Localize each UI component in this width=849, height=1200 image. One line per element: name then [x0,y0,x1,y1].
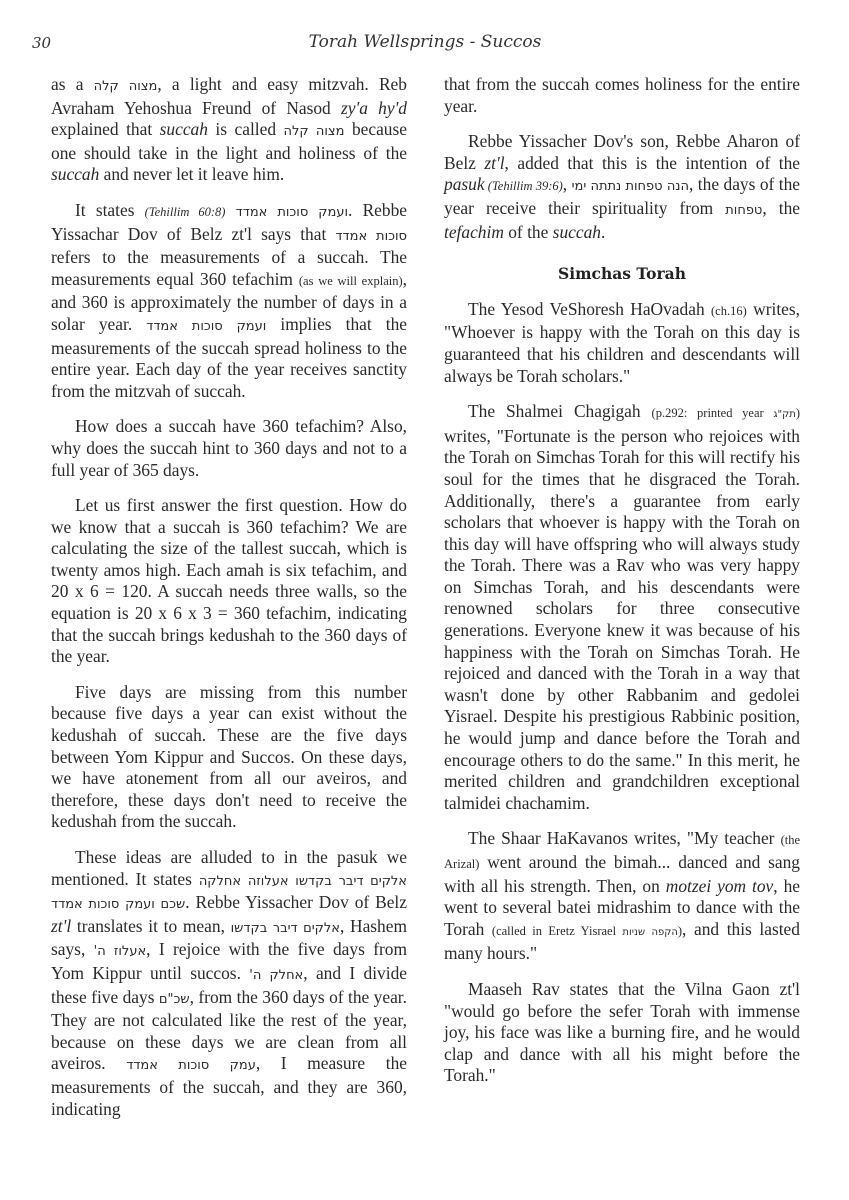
text: . Rebbe Yissachar Dov of Belz zt'l says that [51,199,407,244]
text: writes, "Whoever is happy with the Torah on this day is guaranteed that his children and descendants will always be Torah scholars." [444,298,800,386]
parenthetical-note [492,924,682,938]
page-header [30,28,820,58]
hebrew-text: אעלוז ה' [93,944,147,960]
text: The Shaar HaKavanos writes, "My teacher [468,828,781,849]
italic-text: succah [51,164,100,185]
hebrew-text: הנה טפחות נתתה ימי [571,179,690,195]
text: , he went to several batei midrashim to dance with the Torah [444,875,800,939]
italic-text: motzei yom tov [665,875,774,896]
hebrew-text: ועמק סוכות אמדד [146,318,267,334]
hebrew-text: תק"ג [773,409,796,421]
running-title: Torah Wellsprings - Succos [308,32,542,52]
text: , [562,174,572,195]
text: writes, "Fortunate is the person who rejoices with the Torah on Simchas Torah for this will rectify his soul for the times that he disgraced the Torah. Additionally, there's a guarantee from early scholars that whoever is happy with the Torah on this day will have offspring who will always study the Torah. There was a Rav who was very happy on Simchas Torah, and his descendants were renowned scholars for three consecutive generations. Everyone knew it was because of his happiness with the Torah on Simchas Torah. He rejoiced and danced with the Torah in a way that wasn't done by other Rabbanim and gedolei Yisrael. Despite his prestigious Rabbinic position, he would jump and dance before the Torah and encourage others to do the same." In this merit, he merited children and grandchildren exceptional talmidei chachamim. [444,425,800,813]
source-citation: (Tehillim 60:8) [144,204,226,219]
text: , the days of the year receive their spirituality from [444,174,800,218]
text: of the [503,221,553,242]
text: and never let it leave him. [99,164,285,185]
paragraph [51,200,407,402]
text: , a light and easy mitzvah. Reb Avraham Yehoshua Freund of Nasod [51,74,407,118]
text: refers to the measurements of a succah. The measurements equal 360 tefachim [51,247,407,289]
left-column [51,74,407,1134]
text: because one should take in the light and holiness of the [51,119,407,163]
paragraph: How does a succah have 360 tefachim? Also, why does the succah hint to 360 days and not to a full year of 365 days. [51,416,407,480]
hebrew-text: הקפה שניות [622,926,678,938]
text: . Rebbe Yissacher Dov of Belz [185,892,407,913]
parenthetical-note: (as we will explain) [298,273,403,288]
hebrew-text: אלקים דיבר בקדשו אעלוזה אחלקה שכם ועמק סוכות אמדד [51,873,407,913]
paragraph [444,828,800,965]
text: Rebbe Yissacher Dov's son, Rebbe Aharon of Belz [444,131,800,173]
hebrew-text: סוכות אמדד [335,228,407,244]
text: (p.292: printed year [651,406,774,421]
text: explained that [51,119,160,140]
section-heading: Simchas Torah [558,264,686,284]
text: (called in Eretz Yisrael [491,923,623,938]
hebrew-text: שכ"ם [158,991,190,1007]
paragraph: Five days are missing from this number because five days a year can exist without the kedushah of succah. These are the five days between Yom Kippur and Succos. On these days, we have atonement from all our aveiros, and therefore, these days don't need to receive the kedushah from the succah. [51,681,407,832]
paragraph [51,847,407,1120]
paragraph: Maaseh Rav states that the Vilna Gaon zt'l "would go before the sefer Torah with immense joy, his face was like a burning fire, and he would clap and dance with all his might before the Torah." [444,978,800,1086]
text: , I rejoice with the five days from Yom Kippur until succos. [51,939,408,983]
hebrew-text: אלקים דיבר בקדשו [230,920,340,936]
text: These ideas are alluded to in the pasuk we mentioned. It states [51,847,407,889]
hebrew-text: אחלק ה' [249,967,304,983]
paragraph: Let us first answer the first question. How do we know that a succah is 360 tefachim? We are calculating the size of the tallest succah, which is twenty amos high. Each amah is six tefachim, and 20 x 6 = 120. A succah needs three walls, so the equation is 20 x 6 x 3 = 360 tefachim, indicating that the succah brings kedushah to the 360 days of the year. [51,495,407,667]
italic-text: zy'a hy'd [341,97,407,118]
text: The Yesod VeShoresh HaOvadah [468,298,712,319]
italic-text: succah [552,221,601,242]
italic-text: tefachim [444,221,504,242]
italic-text: succah [159,119,208,140]
source-citation [652,406,800,420]
hebrew-text: מצוה קלה [283,124,345,140]
paragraph [444,401,800,814]
paragraph: that from the succah comes holiness for the entire year. [444,74,800,116]
text: , Hashem says, [51,915,407,960]
hebrew-text: עמק סוכות אמדד [126,1058,256,1074]
text: , and this lasted many hours." [444,918,800,964]
hebrew-text: מצוה קלה [93,79,158,94]
text: is called [207,119,284,140]
text: went around the bimah... danced and sang with all his strength. Then, on [444,852,800,896]
text: ) [677,923,683,938]
hebrew-text: טפחות [725,202,763,218]
text: , the [762,197,800,218]
paragraph [444,299,800,387]
text: ) [795,406,800,421]
paragraph [51,74,407,186]
text: . [600,221,606,242]
text: , and 360 is approximately the number of days in a solar year. [51,268,407,334]
italic-text: zt'l [484,152,505,173]
hebrew-text: ועמק סוכות אמדד [235,204,349,220]
text: , and I divide these five days [51,962,408,1007]
text: , added that this is the intention of the [504,152,801,173]
parenthetical-note: (the Arizal) [444,833,800,871]
text: translates it to mean, [71,915,231,936]
page-number: 30 [32,34,52,52]
text: The Shalmei Chagigah [468,401,652,422]
text: , from the 360 days of the year. They are not calculated like the rest of the year, because on these days we are clean from all aveiros. [51,986,407,1074]
text: as a [51,74,94,94]
paragraph [444,131,800,243]
source-citation: (Tehillim 39:6) [484,179,563,194]
italic-text: zt'l [51,915,72,936]
text: It states [75,199,145,220]
right-column [444,74,800,1101]
italic-text: pasuk [444,174,485,195]
text: implies that the measurements of the succah spread holiness to the entire year. Each day of the year receives sanctity from the mitzvah of succah. [51,313,408,401]
text: , I measure the measurements of the succah, and they are 360, indicating [51,1053,407,1119]
source-citation: (ch.16) [711,303,747,318]
